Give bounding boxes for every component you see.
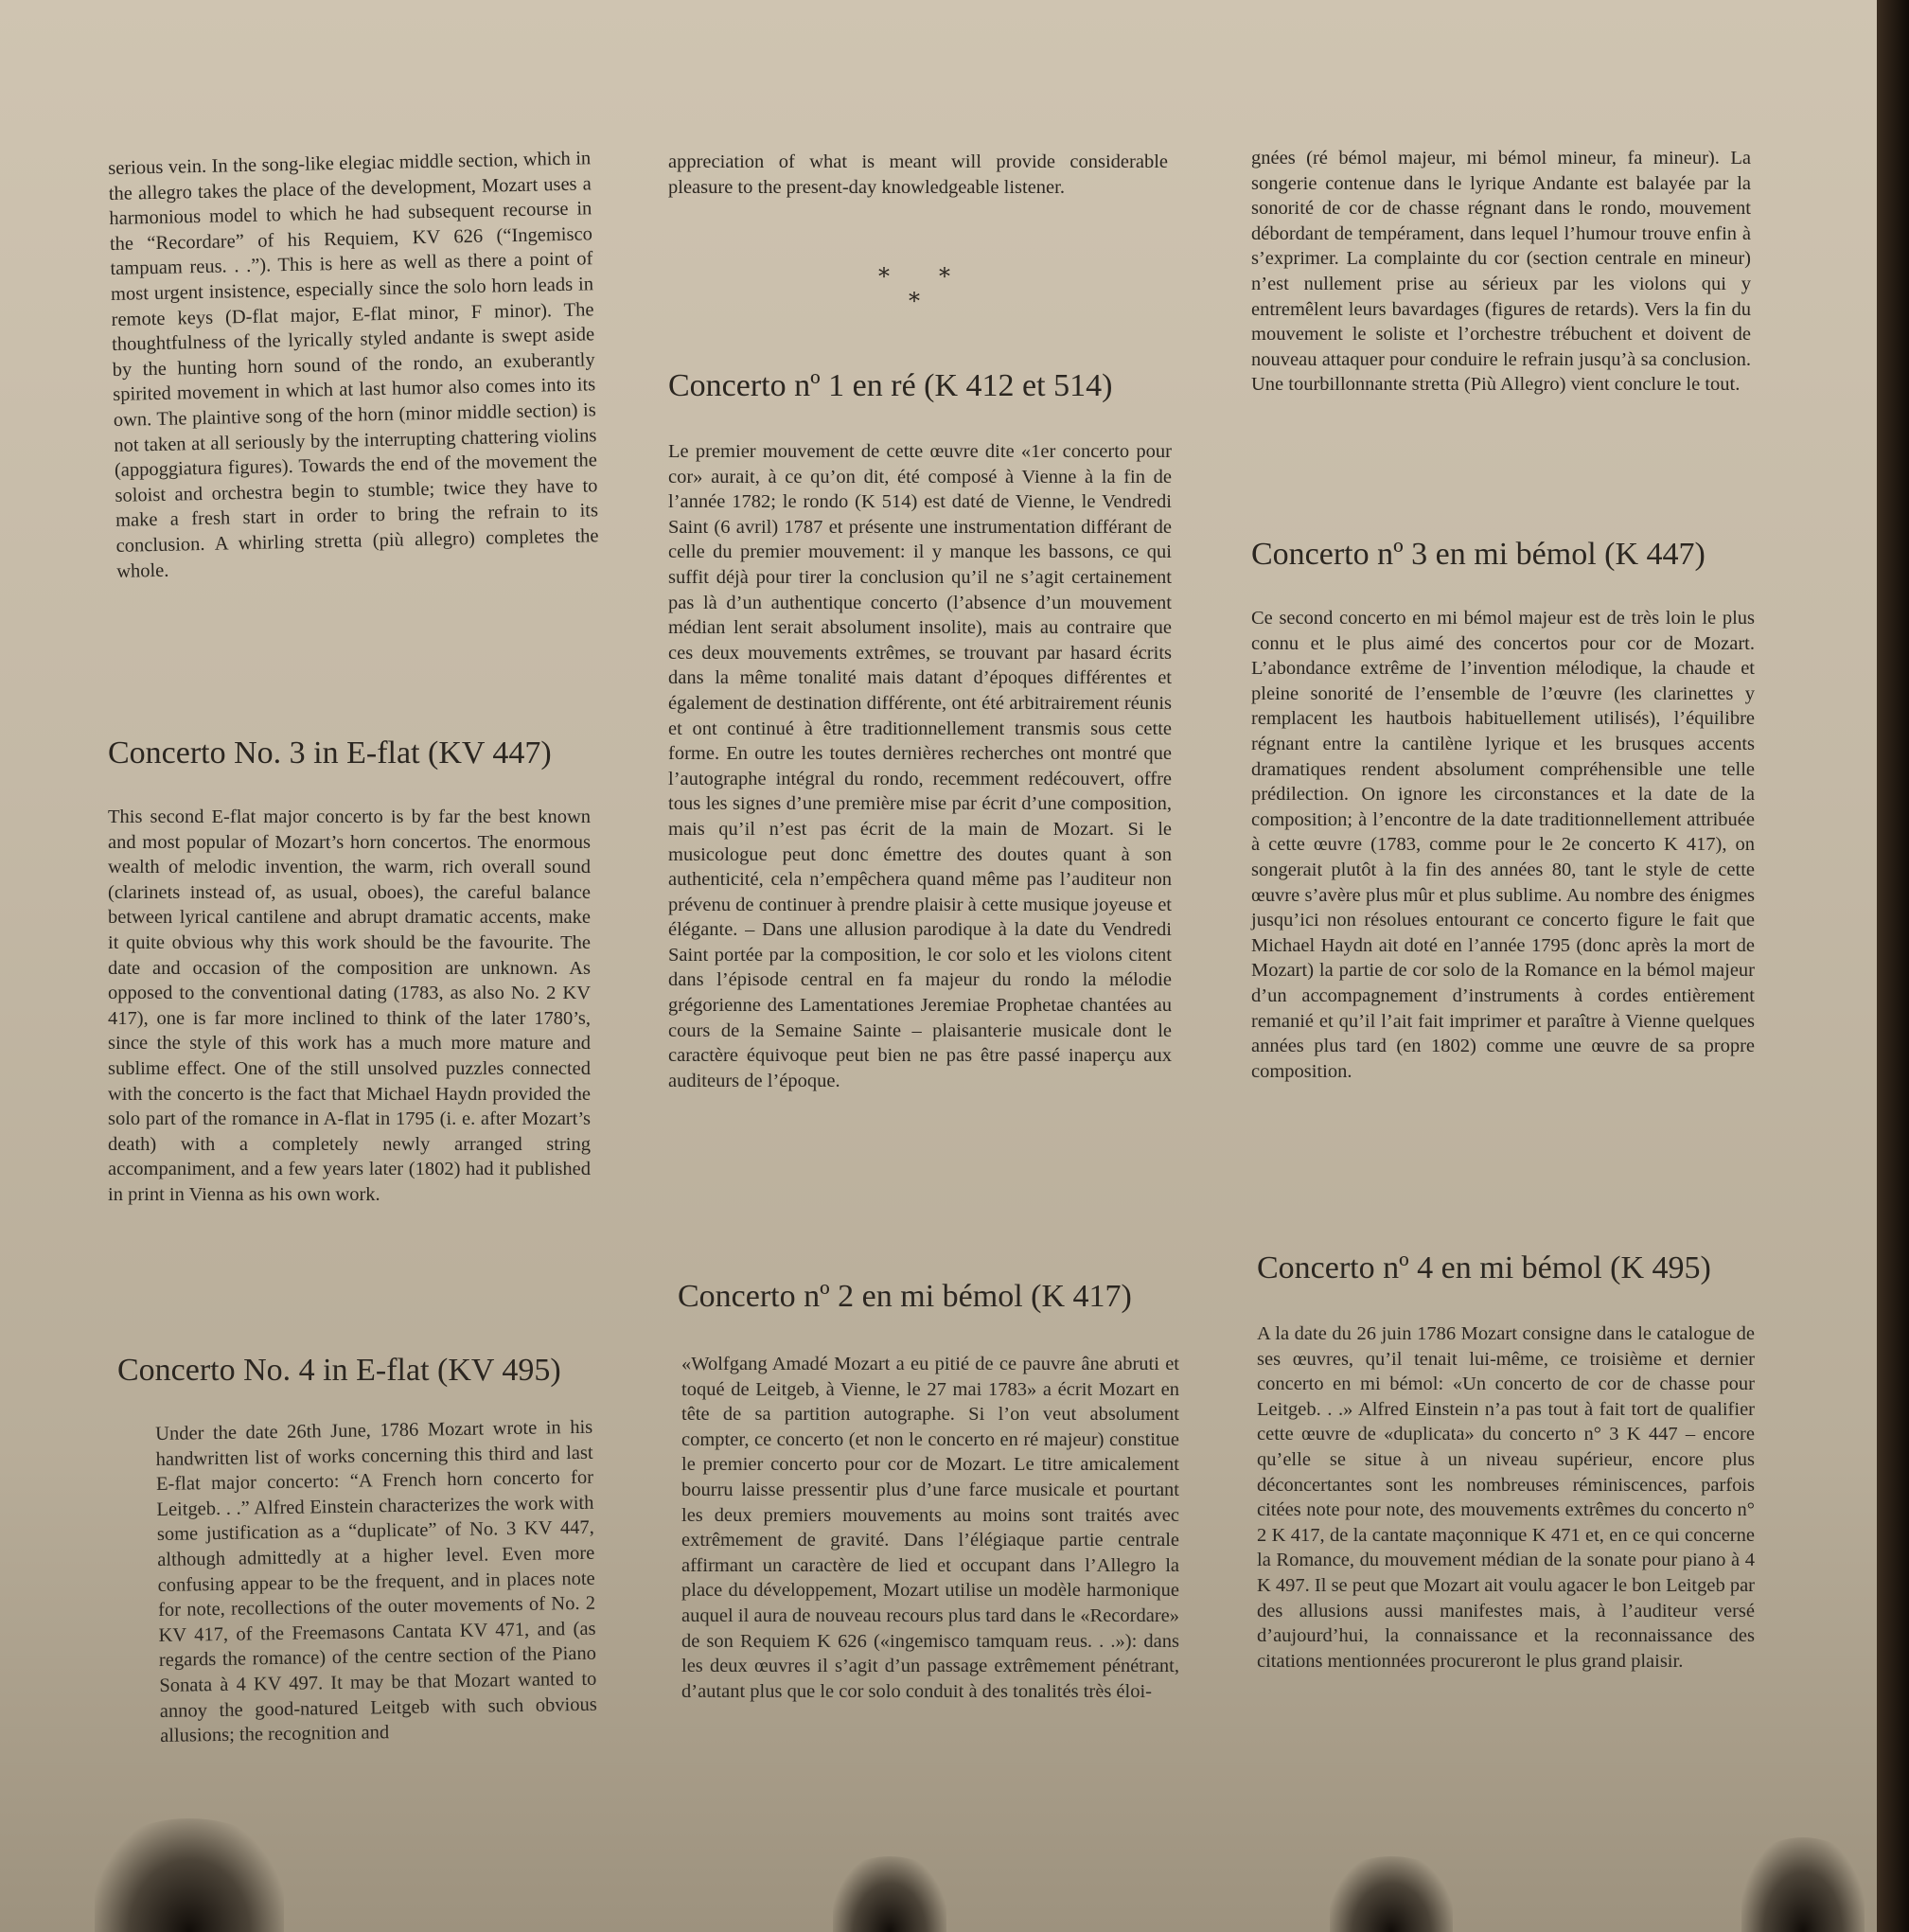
heading-concerto-3-en: Concerto No. 3 in E-flat (KV 447) (108, 736, 552, 771)
heading-concerto-4-fr: Concerto nº 4 en mi bémol (K 495) (1257, 1250, 1711, 1285)
heading-concerto-1-fr: Concerto nº 1 en ré (K 412 et 514) (668, 368, 1113, 403)
shadow-left (95, 1818, 284, 1932)
french-intro-paragraph: appreciation of what is meant will provide considerable pleasure to the present-day knowledgeable listener. (668, 151, 1168, 198)
english-intro-paragraph: serious vein. In the song-like elegiac middle section, which in the allegro takes the place of the development, Mozart uses a harmonious model to which he had subsequent recourse in the “Recordare” of his Requiem, KV 626 (“Ingemisco tampuam reus. . .”). This is here as well as there a point of most urgent insistence, especially since the solo horn leads in remote keys (D-flat major, E-flat minor, F minor). The thoughtfulness of the lyrically styled andante is swept aside by the hunting horn sound of the rondo, an exuberantly spirited movement in which at last humor also comes into its own. The plaintive song of the horn (minor middle section) is not taken at all seriously by the interrupting chattering violins (appoggiatura figures). Towards the end of the movement the soloist and orchestra begin to stumble; twice they have to make a fresh start in order to bring the refrain to its conclusion. A whirling stretta (più allegro) completes the whole. (108, 148, 599, 582)
separator-star: * (878, 263, 890, 290)
heading-concerto-4-en: Concerto No. 4 in E-flat (KV 495) (117, 1353, 561, 1388)
english-concerto-4-text: Under the date 26th June, 1786 Mozart wrote in his handwritten list of works concerning this third and last E-flat major concerto: “A French horn concerto for Leitgeb. . .” Alfred Einstein characterizes the work with some justification as a “duplicate” of No. 3 KV 447, although admittedly at a higher level. Even more confusing appear to be the frequent, and in places note for note, recollections of the outer movements of No. 2 KV 417, of the Freemasons Cantata KV 471, and (as regards the romance) of the centre section of the Piano Sonata à 4 KV 497. It may be that Mozart wanted to annoy the good-natured Leitgeb with such obvious allusions; the recognition and (155, 1416, 597, 1747)
separator-star: * (939, 263, 950, 290)
french-concerto-1-text: Le premier mouvement de cette œuvre dite «1er concerto pour cor» aurait, à ce qu’on dit, été composé à Vienne à la fin de l’année 1782; le rondo (K 514) est daté de Vienne, le Vendredi Saint (6 avril) 1787 et présente une instrumentation différant de celle du premier mouvement: il y manque les bassons, ce qui suffit déjà pour tirer la conclusion qu’il ne s’agit certainement pas là d’un authentique concerto (l’absence d’un mouvement médian lent serait absolument insolite), mais au contraire que ces deux mouvements extrêmes, se trouvant par hasard écrits dans la même tonalité mais datant d’époques différentes et également de destination différente, ont été arbitrairement réunis et ont continué à être traditionnellement transmis sous cette forme. En outre les toutes dernières recherches ont montré que l’autographe intégral du rondo, recemment redécouvert, offre tous les signes d’une première mise par écrit d’une composition, mais qu’il n’est pas écrit de la main de Mozart. Si le musicologue peut donc émettre des doutes quant à son authenticité, cela n’empêchera quand même pas l’auditeur non prévenu de continuer à prendre plaisir à cette musique joyeuse et élégante. – Dans une allusion parodique à la date du Vendredi Saint portée par la composition, le cor solo et les violons citent dans l’épisode central en fa majeur du rondo la mélodie grégorienne des Lamentationes Jeremiae Prophetae chantées au cours de la Semaine Sainte – plaisanterie musicale dont le caractère équivoque peut bien ne pas être passé inaperçu aux auditeurs de l’époque. (668, 441, 1172, 1091)
heading-concerto-2-fr: Concerto nº 2 en mi bémol (K 417) (678, 1279, 1132, 1314)
sleeve-edge (1877, 0, 1909, 1932)
french-concerto-4-text: A la date du 26 juin 1786 Mozart consigne dans le catalogue de ses œuvres, qu’il tenait lui-même, ce troisième et dernier concerto en mi bémol: «Un concerto de cor de chasse pour Leitgeb. . .» Alfred Einstein n’a pas tout à fait tort de qualifier cette œuvre de «duplicata» du concerto n° 3 K 447 – encore qu’elle se situe à un niveau supérieur, encore plus déconcertantes sont les nombreuses réminiscences, parfois citées note pour note, des mouvements extrêmes du concerto n° 2 K 417, de la cantate maçonnique K 471 et, en ce qui concerne la Romance, du mouvement médian de la sonate pour piano à 4 K 497. Il se peut que Mozart ait voulu agacer le bon Leitgeb par des allusions aussi manifestes mais, à l’auditeur versé d’aujourd’hui, la connaissance et la reconnaissance des citations mentionnées procureront le plus grand plaisir. (1257, 1323, 1755, 1672)
heading-concerto-3-fr: Concerto nº 3 en mi bémol (K 447) (1251, 537, 1706, 572)
french-concerto-2-text: «Wolfgang Amadé Mozart a eu pitié de ce pauvre âne abruti et toqué de Leitgeb, à Vienne, le 27 mai 1783» a écrit Mozart en tête de sa partition autographe. Si l’on veut absolument compter, ce concerto (et non le concerto en ré majeur) constitue le premier concerto pour cor de Mozart. Le titre amicalement bourru laisse pressentir plus d’une farce musicale et pourtant les deux premiers mouvements au moins sont traités avec extrêmement de gravité. Dans l’élégiaque partie centrale affirmant un caractère de lied et occupant dans l’Allegro la place du développement, Mozart utilise un modèle harmonique auquel il aura de nouveau recours plus tard dans le «Recordare» de son Requiem K 626 («ingemisco tamquam reus. . .»): dans les deux œuvres il s’agit d’un passage extrêmement pénétrant, d’autant plus que le cor solo conduit à des tonalités très éloi- (681, 1354, 1179, 1702)
english-concerto-3-text: This second E-flat major concerto is by far the best known and most popular of Mozart’s horn concertos. The enormous wealth of melodic invention, the warm, rich overall sound (clarinets instead of, as usual, oboes), the careful balance between lyrical cantilene and abrupt dramatic accents, make it quite obvious why this work should be the favourite. The date and occasion of the composition are unknown. As opposed to the conventional dating (1783, as also No. 2 KV 417), one is far more inclined to think of the later 1780’s, since the style of this work has a much more mature and sublime effect. One of the still unsolved puzzles connected with the concerto is the fact that Michael Haydn provided the solo part of the romance in A-flat in 1795 (i. e. after Mozart’s death) with a completely newly arranged string accompaniment, and a few years later (1802) had it published in print in Vienna as his own work. (108, 806, 591, 1205)
shadow-right (1741, 1837, 1865, 1932)
french-concerto-3-text: Ce second concerto en mi bémol majeur est de très loin le plus connu et le plus aimé des concertos pour cor de Mozart. L’abondance extrême de l’invention mélodique, la chaude et pleine sonorité de l’ensemble de l’œuvre (les clarinettes y remplacent les hautbois habituellement utilisés), l’équilibre régnant entre la cantilène lyrique et les brusques accents dramatiques rendent absolument compréhensible une telle prédilection. On ignore les circonstances et la date de la composition; à l’encontre de la date traditionnellement attribuée à cette œuvre (1783, comme pour le 2e concerto K 417), on songerait plutôt à la fin des années 80, tant le style de cette œuvre s’avère plus mûr et plus sublime. Au nombre des énigmes jusqu’ici non résolues entourant ce concerto figure le fait que Michael Haydn ait doté en l’année 1795 (donc après la mort de Mozart) la partie de cor solo de la Romance en la bémol majeur d’un accompagnement d’instruments à cordes entièrement remanié et qu’il l’ait fait imprimer et paraître à Vienne quelques années plus tard (en 1802) comme une œuvre de sa propre composition. (1251, 608, 1755, 1082)
shadow-mid-right (1330, 1856, 1453, 1932)
separator-star: * (909, 288, 920, 314)
section-separator (852, 263, 984, 320)
shadow-mid-left (833, 1856, 946, 1932)
french-right-intro-paragraph: gnées (ré bémol majeur, mi bémol mineur, fa mineur). La songerie contenue dans le lyrique Andante est balayée par la sonorité de cor de chasse régnant dans le rondo, mouvement débordant de tempérament, dans lequel l’humour trouve enfin à s’exprimer. La complainte du cor (section centrale en mineur) n’est nullement prise au sérieux par les violons qui y entremêlent leurs bavardages (figures de retards). Vers la fin du mouvement le soliste et l’orchestre trébuchent et doivent de nouveau attaquer pour conduire le refrain jusqu’à sa conclusion. Une tourbillonnante stretta (Più Allegro) vient conclure le tout. (1251, 148, 1751, 396)
